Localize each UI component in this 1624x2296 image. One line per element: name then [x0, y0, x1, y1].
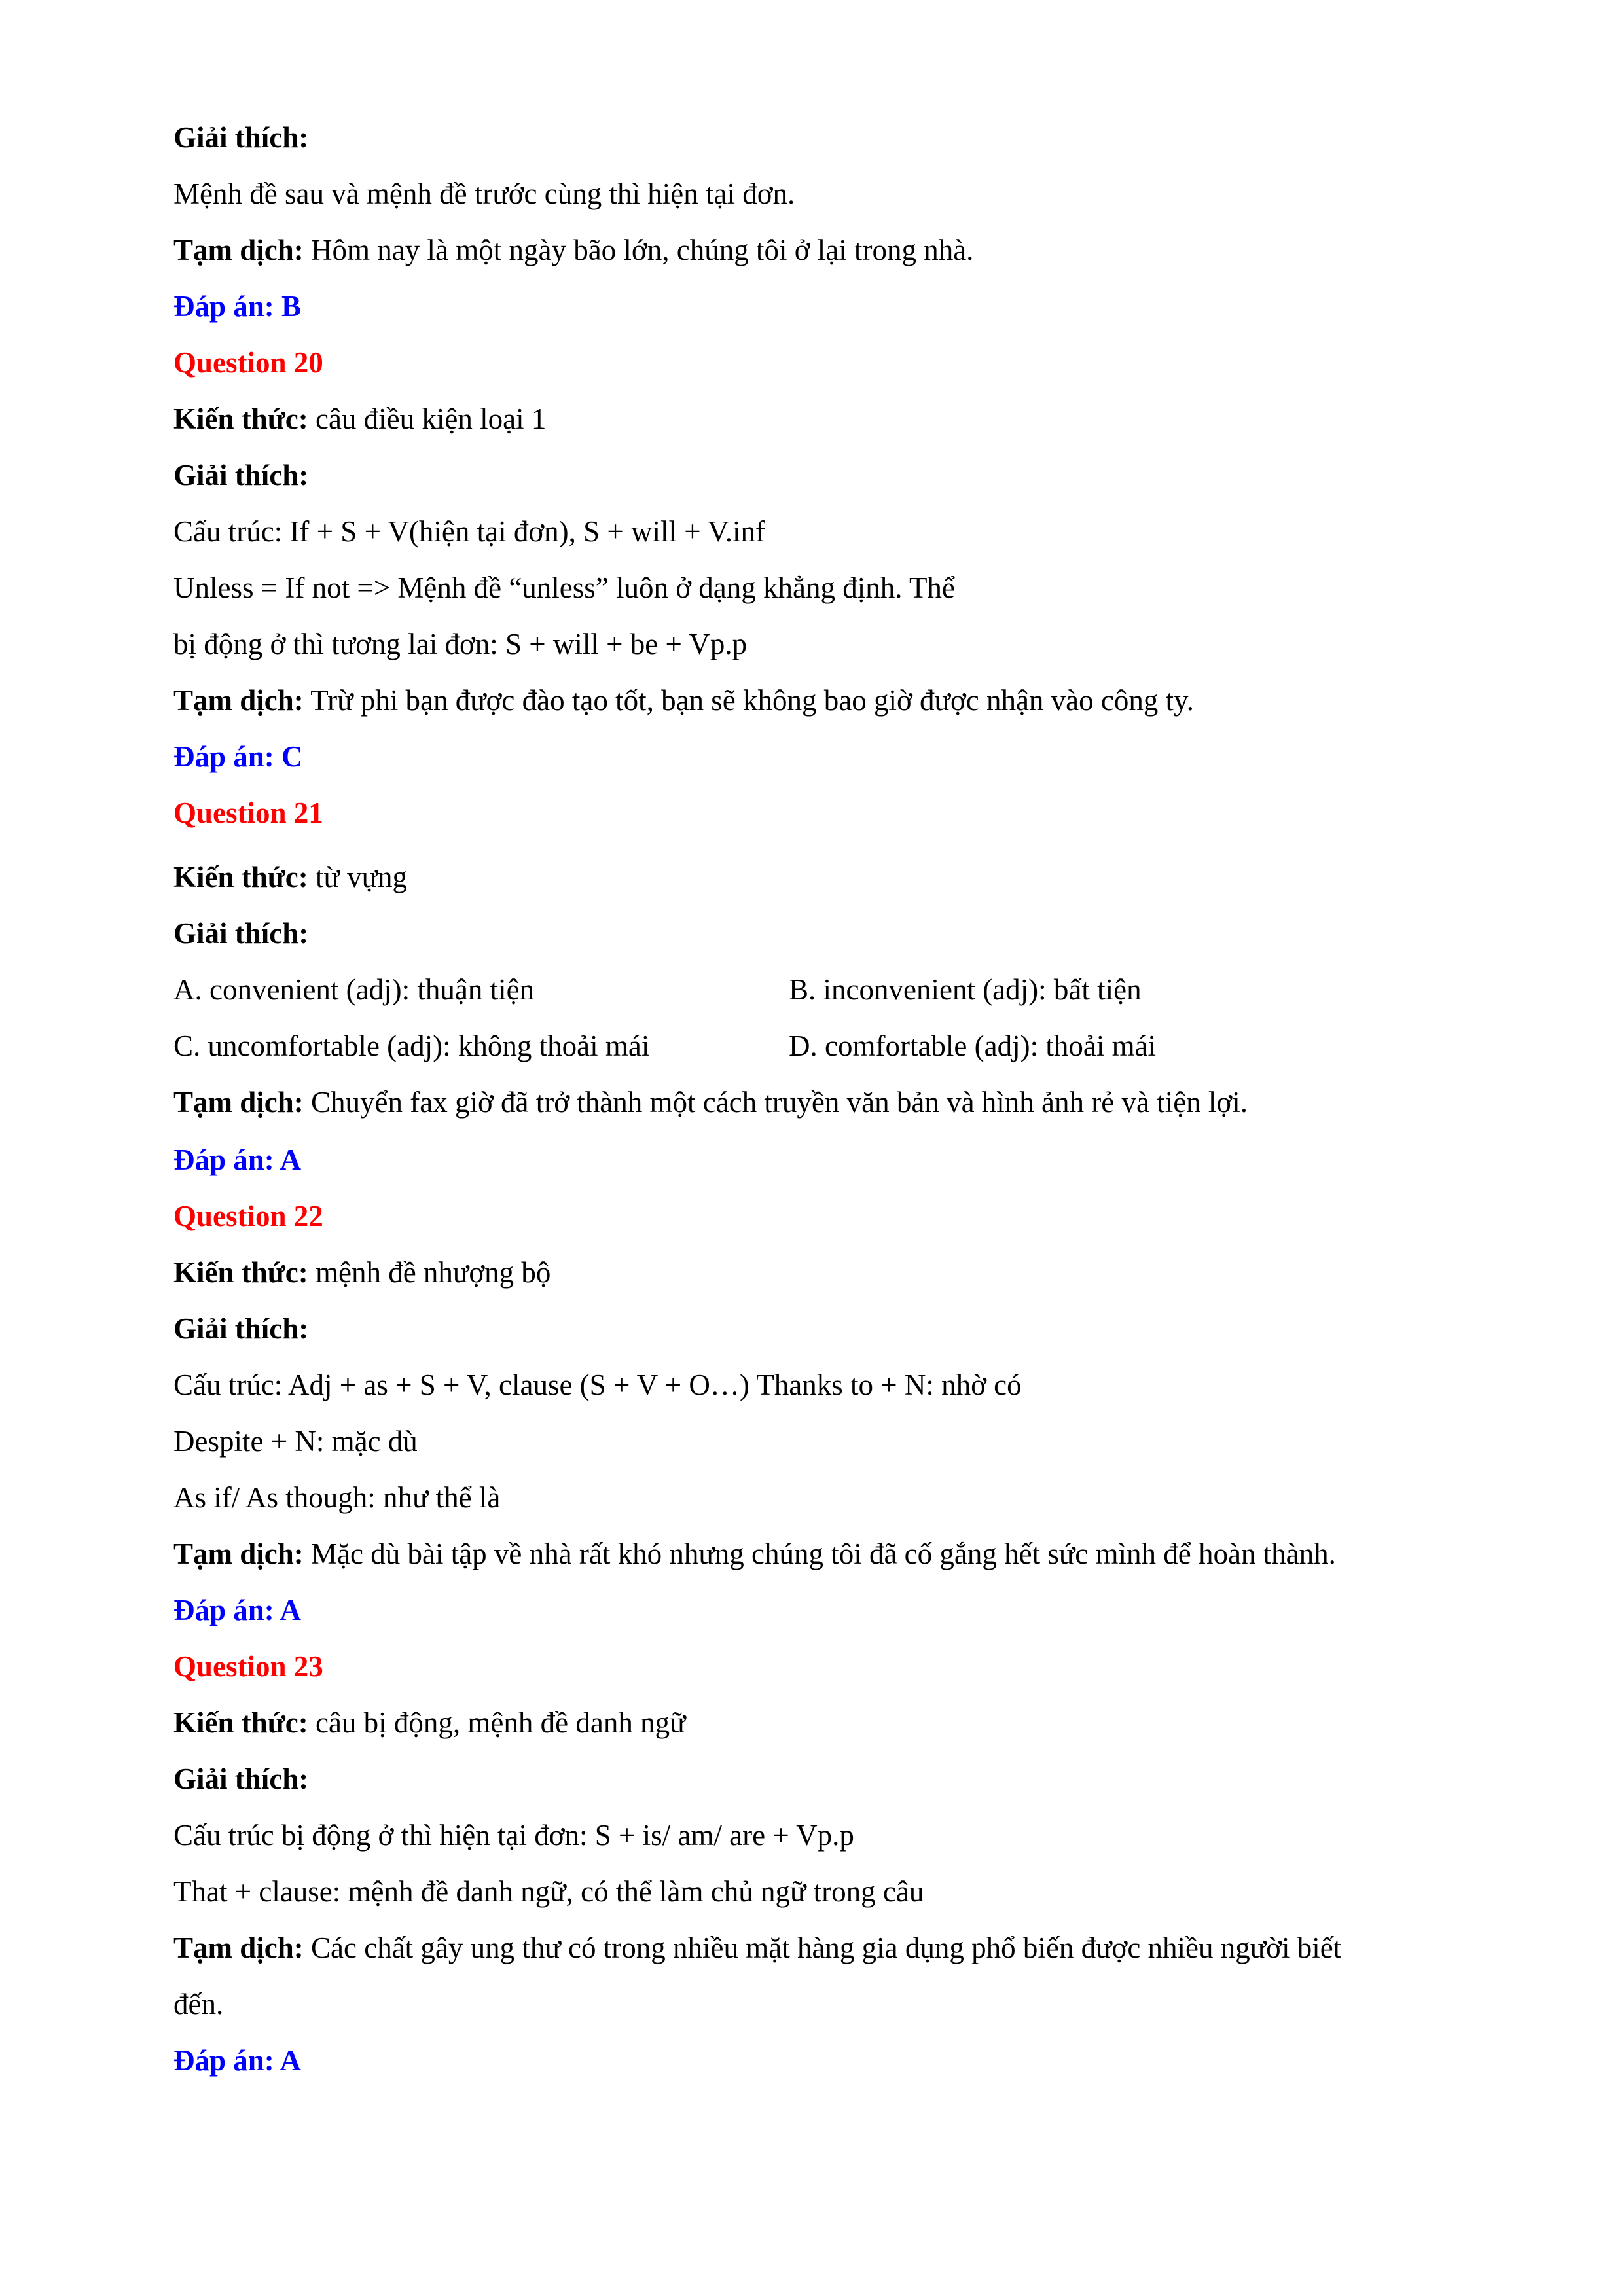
intro-answer: Đáp án: B [173, 290, 302, 323]
q20-explain-line-3: bị động ở thì tương lai đơn: S + will + be + Vp.p [173, 628, 748, 660]
knowledge-label: Kiến thức: [173, 861, 308, 893]
intro-explain-label: Giải thích: [173, 121, 309, 154]
q20-knowledge [173, 399, 546, 439]
q22-explain-line-2: Despite + N: mặc dù [173, 1425, 418, 1458]
q23-explain-line-1: Cấu trúc bị động ở thì hiện tại đơn: S + is/ am/ are + Vp.p [173, 1819, 854, 1852]
knowledge-text: câu điều kiện loại 1 [308, 403, 547, 435]
knowledge-text: từ vựng [308, 861, 408, 893]
q23-knowledge [173, 1703, 686, 1742]
q20-explain-line-2: Unless = If not => Mệnh đề “unless” luôn ở dạng khẳng định. Thể [173, 571, 955, 604]
q21-knowledge [173, 857, 407, 897]
q23-explain-label: Giải thích: [173, 1763, 309, 1795]
q23-translation [173, 1928, 1341, 1967]
question-20-title: Question 20 [173, 346, 323, 379]
knowledge-text: mệnh đề nhượng bộ [308, 1256, 551, 1289]
translate-label: Tạm dịch: [173, 684, 304, 717]
knowledge-label: Kiến thức: [173, 1256, 308, 1289]
q22-explain-label: Giải thích: [173, 1312, 309, 1345]
intro-translation [173, 230, 973, 270]
knowledge-label: Kiến thức: [173, 1706, 308, 1739]
question-21-title: Question 21 [173, 797, 323, 829]
translate-text: Trừ phi bạn được đào tạo tốt, bạn sẽ không bao giờ được nhận vào công ty. [303, 684, 1194, 717]
question-23-title: Question 23 [173, 1650, 323, 1683]
q21-option-c: C. uncomfortable (adj): không thoải mái [173, 1030, 650, 1062]
q20-explain-label: Giải thích: [173, 459, 309, 492]
knowledge-label: Kiến thức: [173, 403, 308, 435]
translate-text: Hôm nay là một ngày bão lớn, chúng tôi ở lại trong nhà. [303, 234, 974, 266]
q21-explain-label: Giải thích: [173, 917, 309, 950]
intro-explain-text: Mệnh đề sau và mệnh đề trước cùng thì hiện tại đơn. [173, 177, 795, 210]
q21-option-b: B. inconvenient (adj): bất tiện [789, 973, 1142, 1006]
translate-label: Tạm dịch: [173, 234, 304, 266]
q20-translation [173, 681, 1194, 720]
q21-answer: Đáp án: A [173, 1143, 302, 1176]
knowledge-text: câu bị động, mệnh đề danh ngữ [308, 1706, 686, 1739]
question-22-title: Question 22 [173, 1200, 323, 1232]
translate-label: Tạm dịch: [173, 1537, 304, 1570]
translate-text: Chuyển fax giờ đã trở thành một cách truyền văn bản và hình ảnh rẻ và tiện lợi. [303, 1086, 1248, 1119]
q21-translation [173, 1083, 1248, 1122]
q23-translation-continued: đến. [173, 1988, 224, 2020]
q23-answer: Đáp án: A [173, 2044, 302, 2077]
translate-text: Các chất gây ung thư có trong nhiều mặt hàng gia dụng phổ biến được nhiều người biết [303, 1931, 1342, 1964]
q22-knowledge [173, 1253, 550, 1292]
q21-option-d: D. comfortable (adj): thoải mái [789, 1030, 1157, 1062]
q20-explain-line-1: Cấu trúc: If + S + V(hiện tại đơn), S + will + V.inf [173, 515, 766, 548]
q22-explain-line-1: Cấu trúc: Adj + as + S + V, clause (S + V + O…) Thanks to + N: nhờ có [173, 1369, 1022, 1401]
translate-label: Tạm dịch: [173, 1086, 304, 1119]
translate-label: Tạm dịch: [173, 1931, 304, 1964]
translate-text: Mặc dù bài tập về nhà rất khó nhưng chúng tôi đã cố gắng hết sức mình để hoàn thành. [303, 1537, 1336, 1570]
q22-explain-line-3: As if/ As though: như thể là [173, 1481, 501, 1514]
q23-explain-line-2: That + clause: mệnh đề danh ngữ, có thể làm chủ ngữ trong câu [173, 1875, 924, 1908]
q20-answer: Đáp án: C [173, 740, 303, 773]
q22-answer: Đáp án: A [173, 1594, 302, 1626]
q21-option-a: A. convenient (adj): thuận tiện [173, 973, 535, 1006]
q22-translation [173, 1534, 1336, 1573]
